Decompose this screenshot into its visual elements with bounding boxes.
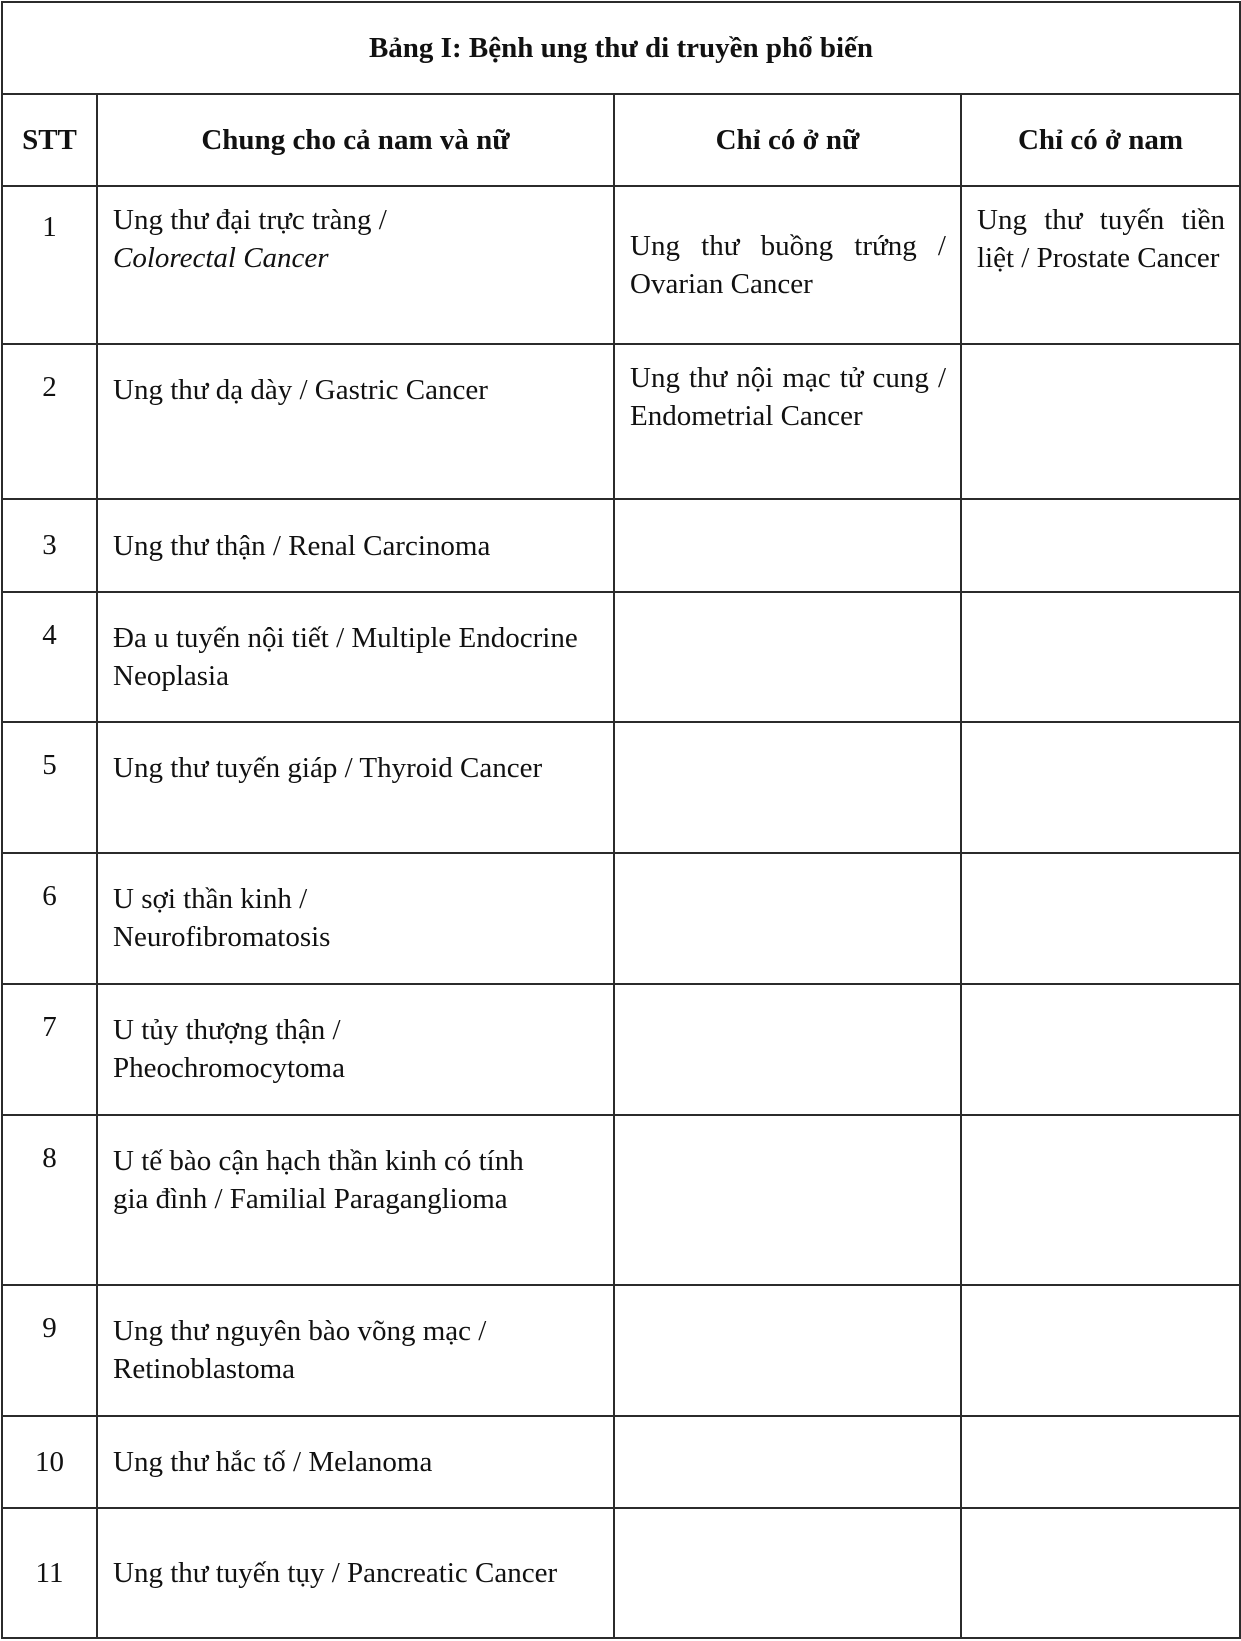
common-cell: U sợi thần kinh / Neurofibromatosis — [97, 853, 614, 984]
female-cell: Ung thư nội mạc tử cung / Endometrial Cancer — [614, 344, 961, 499]
male-cell — [961, 499, 1240, 592]
row-number: 1 — [2, 186, 97, 344]
row-number: 6 — [2, 853, 97, 984]
female-cell — [614, 592, 961, 722]
table-row — [2, 1416, 1240, 1508]
male-cell — [961, 722, 1240, 853]
table-row — [2, 853, 1240, 984]
table-row — [2, 499, 1240, 592]
common-cell: Ung thư thận / Renal Carcinoma — [97, 499, 614, 592]
common-cell: Ung thư hắc tố / Melanoma — [97, 1416, 614, 1508]
row-number: 2 — [2, 344, 97, 499]
row-number: 3 — [2, 499, 97, 592]
table-row — [2, 1508, 1240, 1638]
common-cell: Ung thư dạ dày / Gastric Cancer — [97, 344, 614, 499]
header-common: Chung cho cả nam và nữ — [97, 94, 614, 186]
common-cell: Ung thư nguyên bào võng mạc / Retinoblastoma — [97, 1285, 614, 1416]
row-number: 11 — [2, 1508, 97, 1638]
row-number: 7 — [2, 984, 97, 1115]
row-number: 4 — [2, 592, 97, 722]
table-row — [2, 722, 1240, 853]
header-row — [2, 94, 1240, 186]
table-row — [2, 186, 1240, 344]
male-cell — [961, 853, 1240, 984]
male-cell — [961, 984, 1240, 1115]
row-number: 8 — [2, 1115, 97, 1285]
table-row — [2, 1115, 1240, 1285]
common-cell: Đa u tuyến nội tiết / Multiple Endocrine Neoplasia — [97, 592, 614, 722]
male-cell — [961, 1285, 1240, 1416]
common-vi-text: Ung thư đại trực tràng / — [113, 204, 387, 236]
common-cell: Ung thư tuyến giáp / Thyroid Cancer — [97, 722, 614, 853]
header-stt: STT — [2, 94, 97, 186]
hereditary-cancer-table — [1, 1, 1241, 1639]
female-cell — [614, 1285, 961, 1416]
male-cell — [961, 1416, 1240, 1508]
row-number: 5 — [2, 722, 97, 853]
male-cell — [961, 344, 1240, 499]
female-cell — [614, 1416, 961, 1508]
common-cell: U tế bào cận hạch thần kinh có tính gia đình / Familial Paraganglioma — [97, 1115, 614, 1285]
female-cell — [614, 1508, 961, 1638]
table-row — [2, 1285, 1240, 1416]
header-male-only: Chỉ có ở nam — [961, 94, 1240, 186]
female-cell — [614, 853, 961, 984]
header-female-only: Chỉ có ở nữ — [614, 94, 961, 186]
female-cell — [614, 722, 961, 853]
table-row — [2, 984, 1240, 1115]
male-cell: Ung thư tuyến tiền liệt / Prostate Cancer — [961, 186, 1240, 344]
table-title: Bảng I: Bệnh ung thư di truyền phổ biến — [2, 2, 1240, 94]
table-row — [2, 344, 1240, 499]
common-en-text: Colorectal Cancer — [113, 242, 329, 274]
row-number: 10 — [2, 1416, 97, 1508]
table-row — [2, 592, 1240, 722]
female-cell — [614, 1115, 961, 1285]
male-cell — [961, 592, 1240, 722]
row-number: 9 — [2, 1285, 97, 1416]
male-cell — [961, 1115, 1240, 1285]
common-cell: Ung thư tuyến tụy / Pancreatic Cancer — [97, 1508, 614, 1638]
common-cell: U tủy thượng thận / Pheochromocytoma — [97, 984, 614, 1115]
male-cell — [961, 1508, 1240, 1638]
female-cell — [614, 499, 961, 592]
female-cell — [614, 984, 961, 1115]
female-cell: Ung thư buồng trứng / Ovarian Cancer — [614, 186, 961, 344]
common-cell — [97, 186, 614, 344]
